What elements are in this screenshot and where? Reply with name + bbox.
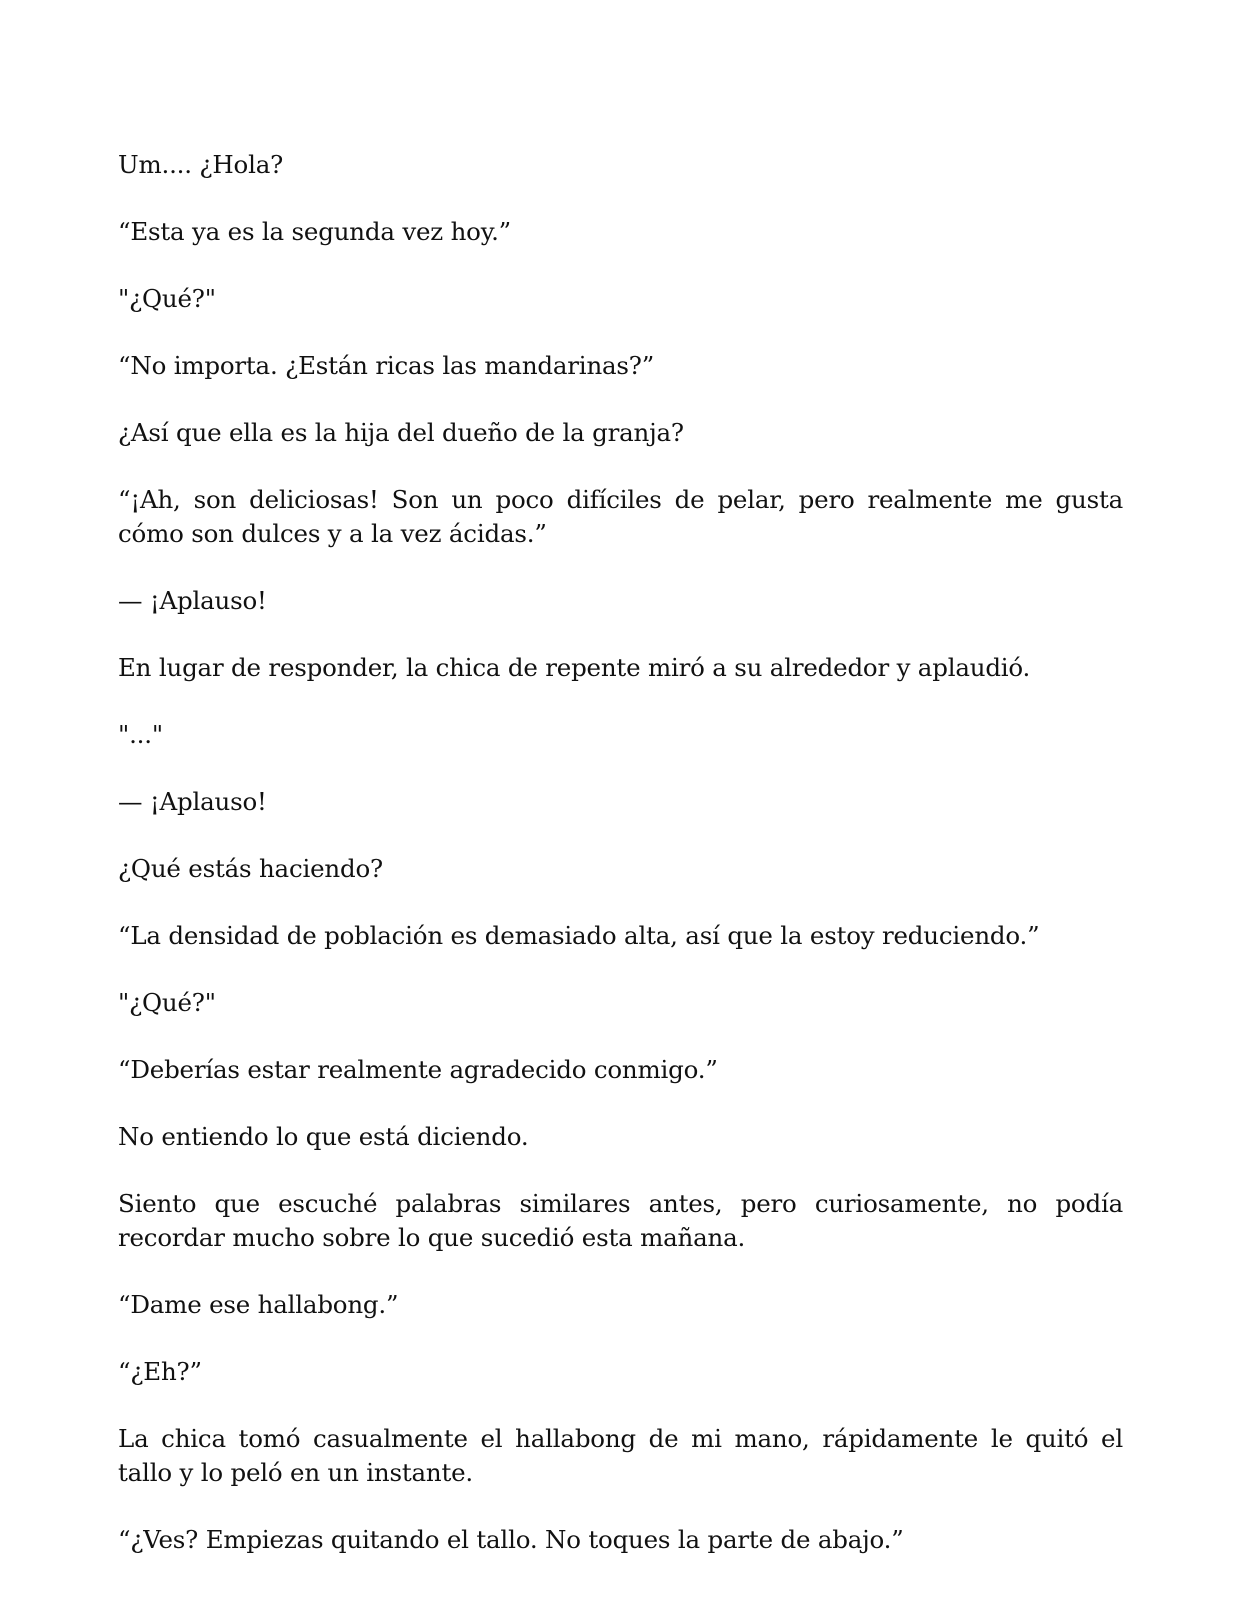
paragraph-dialogue: “Esta ya es la segunda vez hoy.”	[118, 217, 512, 246]
paragraph-thought: ¿Qué estás haciendo?	[118, 854, 383, 883]
paragraph-dialogue: “¿Ves? Empiezas quitando el tallo. No toques la parte de abajo.”	[118, 1525, 904, 1554]
paragraph-narration: Siento que escuché palabras similares antes, pero curiosamente, no podía recordar mucho sobre lo que sucedió esta mañana.	[118, 1189, 1123, 1252]
paragraph-narration: En lugar de responder, la chica de repente miró a su alrededor y aplaudió.	[118, 653, 1031, 682]
paragraph-narration: La chica tomó casualmente el hallabong de mi mano, rápidamente le quitó el tallo y lo peló en un instante.	[118, 1424, 1123, 1487]
paragraph-greeting: Um.... ¿Hola?	[118, 150, 284, 179]
paragraph-dialogue: “Deberías estar realmente agradecido conmigo.”	[118, 1055, 718, 1084]
paragraph-dialogue: “Dame ese hallabong.”	[118, 1290, 399, 1319]
paragraph-dialogue: “¡Ah, son deliciosas! Son un poco difíciles de pelar, pero realmente me gusta cómo son dulces y a la vez ácidas.”	[118, 485, 1123, 548]
paragraph-dialogue: "¿Qué?"	[118, 988, 216, 1017]
paragraph-dialogue: “¿Eh?”	[118, 1357, 202, 1386]
paragraph-dialogue: "¿Qué?"	[118, 284, 216, 313]
paragraph-sound: — ¡Aplauso!	[118, 586, 267, 615]
paragraph-narration: No entiendo lo que está diciendo.	[118, 1122, 529, 1151]
document-body	[118, 148, 1123, 1590]
paragraph-dialogue: "..."	[118, 720, 163, 749]
paragraph-thought: ¿Así que ella es la hija del dueño de la granja?	[118, 418, 684, 447]
paragraph-dialogue: “La densidad de población es demasiado alta, así que la estoy reduciendo.”	[118, 921, 1040, 950]
paragraph-dialogue: “No importa. ¿Están ricas las mandarinas?”	[118, 351, 655, 380]
paragraph-sound: — ¡Aplauso!	[118, 787, 267, 816]
